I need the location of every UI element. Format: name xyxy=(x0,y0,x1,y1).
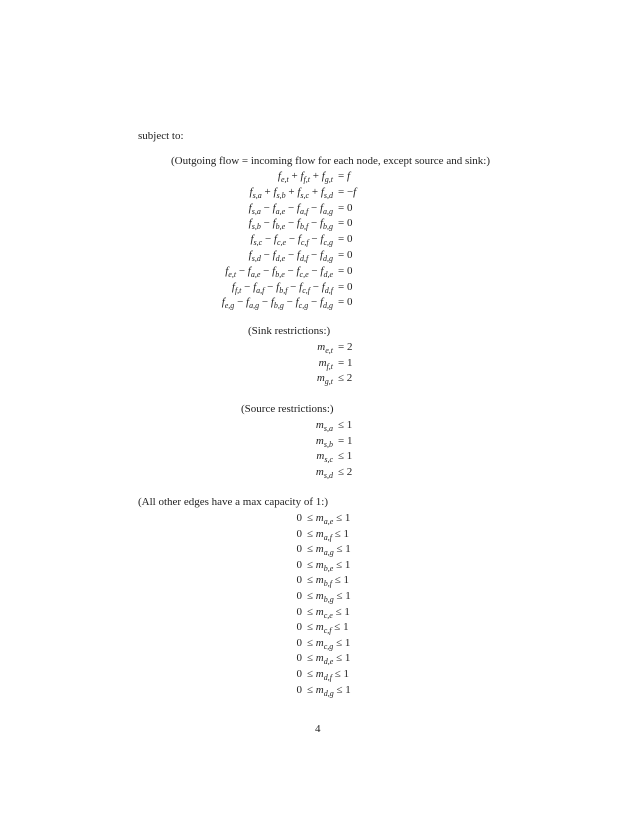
capacity-equation-lhs: 0 xyxy=(296,558,302,571)
capacity-equation-lhs: 0 xyxy=(296,668,302,680)
capacity-equation-rhs: ≤ $m_{c,e} \le 1$ xyxy=(307,605,350,620)
flow-equation-lhs: $f_{s,a} + f_{s,b} + f_{s,c} + f_{s,d}$ xyxy=(249,185,333,200)
capacity-equation-rhs: ≤ $m_{b,e} \le 1$ xyxy=(307,558,351,573)
flow-equation-lhs: $f_{e,g} - f_{a,g} - f_{b,g} - f_{c,g} - f_{d,g}$ xyxy=(221,296,333,311)
capacity-equation-rhs: ≤ $m_{c,f} \le 1$ xyxy=(307,621,349,636)
flow-equation-rhs: = 0 xyxy=(338,249,353,261)
sink-equation-lhs: $m_{g,t}$ xyxy=(316,372,333,387)
source-equation-lhs: $m_{s,c}$ xyxy=(316,450,333,465)
capacity-equation-lhs: 0 xyxy=(296,574,302,587)
flow-equation-rhs: = 0 xyxy=(338,201,353,214)
capacity-equation-rhs: ≤ $m_{d,f} \le 1$ xyxy=(307,668,350,683)
flow-equation-rhs: = 0 xyxy=(338,233,353,246)
sink-equation-lhs: $m_{f,t}$ xyxy=(318,356,333,371)
flow-equation-lhs: $f_{s,a} - f_{a,e} - f_{a,f} - f_{a,g}$ xyxy=(248,201,333,216)
flow-equation-rhs: = 0 xyxy=(338,280,353,293)
capacity-equation-rhs: ≤ $m_{a,g} \le 1$ xyxy=(307,543,351,558)
capacity-equation-lhs: 0 xyxy=(296,527,302,540)
source-equation-rhs: ≤ 1 xyxy=(338,450,353,463)
capacity-equation-lhs: 0 xyxy=(296,621,302,634)
sink-equation-rhs: = 2 xyxy=(338,341,353,353)
source-equation-lhs: $m_{s,b}$ xyxy=(315,434,333,449)
capacity-equation-rhs: ≤ $m_{a,e} \le 1$ xyxy=(307,512,351,527)
subject-to-heading: subject to: xyxy=(138,130,184,142)
source-equation-lhs: $m_{s,a}$ xyxy=(315,419,333,434)
flow-equation-rhs: = 0 xyxy=(338,217,353,230)
flow-equation-lhs: $f_{e,t} - f_{a,e} - f_{b,e} - f_{c,e} - f_{d,e}$ xyxy=(225,264,333,279)
capacity-equation-lhs: 0 xyxy=(296,543,302,556)
flow-equation-rhs: = f xyxy=(338,170,351,182)
flow-equation-lhs: $f_{s,b} - f_{b,e} - f_{b,f} - f_{b,g}$ xyxy=(248,217,333,232)
page-number: 4 xyxy=(315,723,321,735)
flow-equation-rhs: = 0 xyxy=(338,264,353,277)
sink-equation-lhs: $m_{e,t}$ xyxy=(317,341,333,356)
flow-equation-lhs: $f_{e,t} + f_{f,t} + f_{g,t}$ xyxy=(277,170,333,185)
flow-equation-rhs: = 0 xyxy=(338,296,353,309)
source-section-title: (Source restrictions:) xyxy=(241,403,334,415)
source-equation-rhs: = 1 xyxy=(338,434,353,447)
capacity-equation-lhs: 0 xyxy=(296,512,302,524)
flow-equation-rhs: = −f xyxy=(338,185,357,198)
source-equation-rhs: ≤ 2 xyxy=(338,465,353,478)
capacity-equation-rhs: ≤ $m_{d,g} \le 1$ xyxy=(307,683,351,698)
capacity-equation-lhs: 0 xyxy=(296,636,302,649)
capacity-equation-rhs: ≤ $m_{b,g} \le 1$ xyxy=(307,590,351,605)
flow-equation-lhs: $f_{s,c} - f_{c,e} - f_{c,f} - f_{c,g}$ xyxy=(250,233,333,248)
capacity-equation-rhs: ≤ $m_{a,f} \le 1$ xyxy=(307,527,350,542)
capacity-section-title: (All other edges have a max capacity of 1:) xyxy=(138,496,328,508)
capacity-equation-lhs: 0 xyxy=(296,683,302,696)
flow-equation-lhs: $f_{f,t} - f_{a,f} - f_{b,f} - f_{c,f} - f_{d,f}$ xyxy=(231,280,333,295)
capacity-equation-lhs: 0 xyxy=(296,590,302,602)
capacity-equation-rhs: ≤ $m_{b,f} \le 1$ xyxy=(307,574,350,589)
flow-equation-lhs: $f_{s,d} - f_{d,e} - f_{d,f} - f_{d,g}$ xyxy=(248,249,333,264)
capacity-equation-rhs: ≤ $m_{c,g} \le 1$ xyxy=(307,636,351,651)
flow-section-title: (Outgoing flow = incoming flow for each node, except source and sink:) xyxy=(171,155,491,167)
sink-equation-rhs: ≤ 2 xyxy=(338,372,353,385)
capacity-equation-rhs: ≤ $m_{d,e} \le 1$ xyxy=(307,652,351,667)
capacity-equation-lhs: 0 xyxy=(296,652,302,665)
source-equation-lhs: $m_{s,d}$ xyxy=(315,465,333,480)
sink-equation-rhs: = 1 xyxy=(338,356,353,369)
sink-section-title: (Sink restrictions:) xyxy=(248,325,331,337)
capacity-equation-lhs: 0 xyxy=(296,605,302,618)
source-equation-rhs: ≤ 1 xyxy=(338,419,353,431)
